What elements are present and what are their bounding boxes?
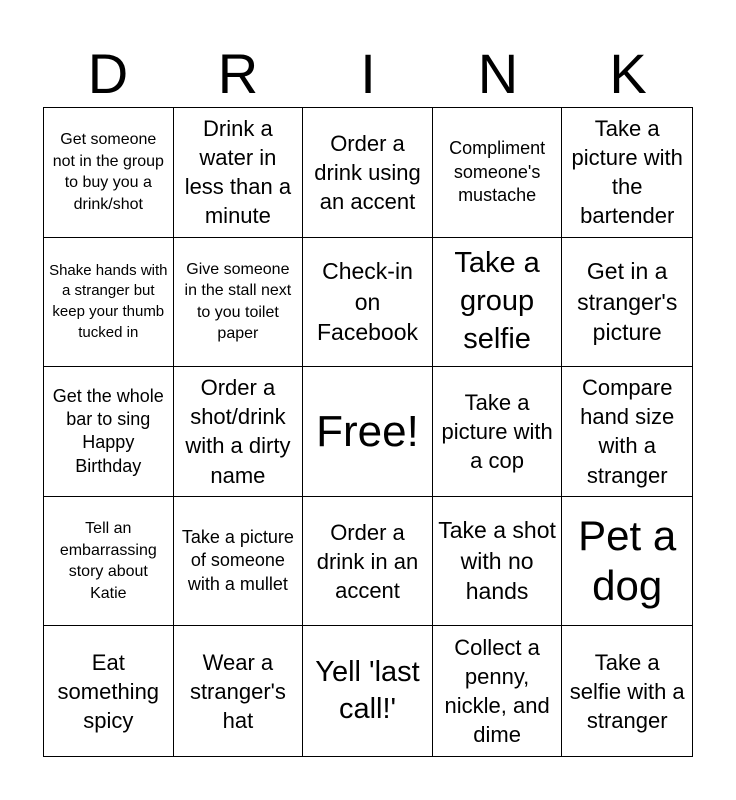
bingo-cell[interactable] — [562, 497, 692, 627]
cell-text: Collect a penny, nickle, and dime — [444, 635, 550, 748]
bingo-cell[interactable] — [174, 626, 304, 756]
bingo-cell[interactable] — [303, 497, 433, 627]
bingo-cell[interactable] — [303, 626, 433, 756]
cell-text: Get someone not in the group to buy you a drink/shot — [52, 131, 164, 213]
cell-text: Pet a dog — [578, 511, 677, 610]
cell-text: Yell 'last call!' — [315, 655, 420, 726]
cell-text: Order a drink using an accent — [314, 130, 421, 214]
cell-text: Tell an embarrassing story about Katie — [59, 519, 157, 602]
bingo-card — [43, 107, 693, 757]
bingo-cell[interactable] — [174, 497, 304, 627]
bingo-cell[interactable] — [433, 367, 563, 497]
bingo-cell[interactable] — [303, 238, 433, 368]
bingo-cell[interactable] — [433, 238, 563, 368]
header-letter-n: N — [477, 42, 519, 105]
bingo-cell[interactable] — [44, 367, 174, 497]
bingo-cell[interactable] — [562, 108, 692, 238]
header-letter-d: D — [87, 42, 129, 105]
cell-text: Drink a water in less than a minute — [184, 116, 292, 229]
cell-text: Get the whole bar to sing Happy Birthday — [52, 385, 164, 476]
bingo-cell[interactable] — [433, 108, 563, 238]
cell-text: Take a picture of someone with a mullet — [181, 527, 294, 594]
bingo-cell[interactable] — [44, 238, 174, 368]
cell-text: Eat something spicy — [57, 649, 160, 733]
header-letter-r: R — [217, 42, 259, 105]
bingo-cell[interactable] — [562, 238, 692, 368]
cell-text: Shake hands with a stranger but keep your thumb tucked in — [49, 261, 168, 341]
cell-text: Order a drink in an accent — [316, 519, 419, 603]
cell-text: Give someone in the stall next to you toilet paper — [184, 260, 292, 343]
bingo-cell[interactable] — [303, 108, 433, 238]
bingo-cell[interactable] — [562, 626, 692, 756]
header-letter-i: I — [360, 42, 376, 105]
cell-text: Take a shot with no hands — [438, 517, 556, 605]
cell-text: Take a selfie with a stranger — [569, 649, 685, 733]
cell-text: Order a shot/drink with a dirty name — [185, 375, 291, 488]
cell-text: Compare hand size with a stranger — [580, 375, 675, 488]
bingo-cell[interactable] — [44, 626, 174, 756]
cell-text: Take a picture with the bartender — [571, 116, 683, 229]
cell-text: Wear a stranger's hat — [189, 649, 286, 733]
bingo-cell[interactable] — [562, 367, 692, 497]
bingo-cell-free[interactable] — [303, 367, 433, 497]
bingo-header — [43, 40, 693, 108]
bingo-cell[interactable] — [174, 367, 304, 497]
bingo-cell[interactable] — [44, 497, 174, 627]
cell-text: Take a picture with a cop — [441, 389, 553, 473]
cell-text: Check-in on Facebook — [316, 258, 418, 346]
bingo-cell[interactable] — [44, 108, 174, 238]
cell-text: Take a group selfie — [454, 247, 540, 355]
bingo-cell[interactable] — [174, 108, 304, 238]
bingo-cell[interactable] — [174, 238, 304, 368]
cell-text: Compliment someone's mustache — [449, 138, 546, 205]
cell-text: Free! — [316, 406, 419, 456]
bingo-cell[interactable] — [433, 626, 563, 756]
header-letter-k: K — [609, 42, 647, 105]
bingo-cell[interactable] — [433, 497, 563, 627]
cell-text: Get in a stranger's picture — [577, 258, 678, 346]
